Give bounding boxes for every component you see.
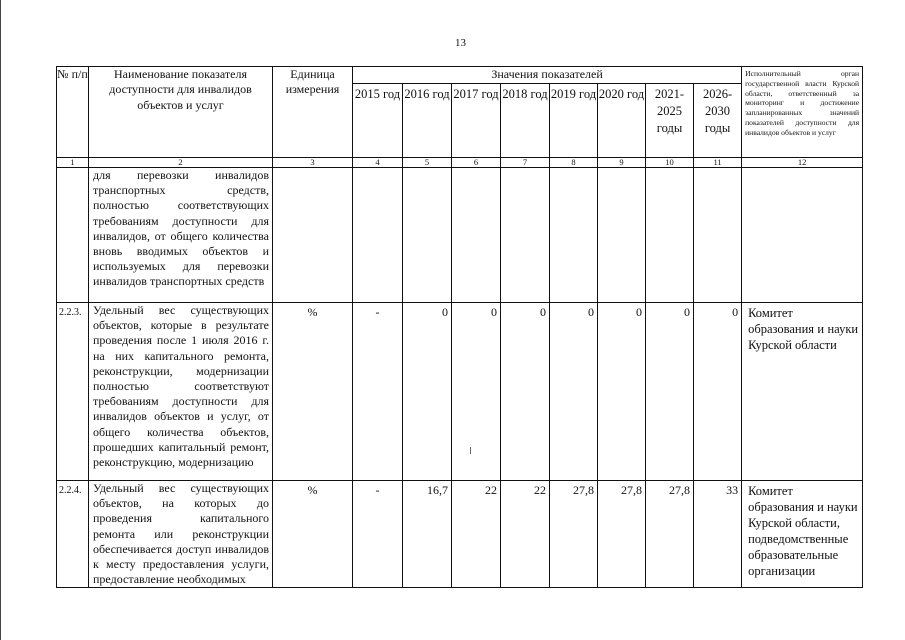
executor-cell: Комитет образования и науки Курской области, подведомственные образовательные организации — [742, 481, 863, 588]
indicators-table — [56, 66, 863, 588]
value-2015 — [353, 168, 403, 303]
row-number — [57, 168, 89, 303]
value-2016 — [403, 168, 452, 303]
value-2026-2030 — [694, 168, 742, 303]
indicator-name: для перевозки инвалидов транспортных средств, полностью соответствующих требованиям доступности для инвалидов, от общего количества вновь вводимых объектов и используемых для перевозки инвалидов транспортных средств — [89, 168, 273, 303]
value-2019: 27,8 — [550, 481, 598, 588]
header-year-2018: 2018 год — [501, 84, 550, 158]
column-number: 5 — [403, 158, 452, 168]
header-year-2020: 2020 год — [598, 84, 646, 158]
header-year-2021-2025: 2021-2025 годы — [646, 84, 694, 158]
header-indicator-name: Наименование показателя доступности для инвалидов объектов и услуг — [89, 67, 273, 158]
page-number: 13 — [455, 37, 466, 49]
header-executor: Исполнительный орган государственной власти Курской области, ответственный за мониторинг и достижение запланированных значений показателей доступности для инвалидов объектов и услуг — [742, 67, 863, 158]
header-year-2026-2030: 2026-2030 годы — [694, 84, 742, 158]
header-unit: Единица измерения — [273, 67, 353, 158]
value-2026-2030: 33 — [694, 481, 742, 588]
column-number: 7 — [501, 158, 550, 168]
value-2020: 0 — [598, 303, 646, 481]
value-2017: 0 — [452, 303, 501, 481]
unit-cell — [273, 168, 353, 303]
value-2015: - — [353, 303, 403, 481]
column-number: 3 — [273, 158, 353, 168]
column-number: 11 — [694, 158, 742, 168]
executor-cell — [742, 168, 863, 303]
value-2020 — [598, 168, 646, 303]
value-2018 — [501, 168, 550, 303]
column-number: 9 — [598, 158, 646, 168]
value-2017 — [452, 168, 501, 303]
column-number: 1 — [57, 158, 89, 168]
header-year-2015: 2015 год — [353, 84, 403, 158]
row-number: 2.2.4. — [57, 481, 89, 588]
value-2016: 0 — [403, 303, 452, 481]
header-row-number: № п/п — [57, 67, 89, 158]
value-2019: 0 — [550, 303, 598, 481]
executor-cell: Комитет образования и науки Курской области — [742, 303, 863, 481]
column-number: 12 — [742, 158, 863, 168]
table-row — [57, 303, 863, 481]
value-2015: - — [353, 481, 403, 588]
header-year-2016: 2016 год — [403, 84, 452, 158]
indicator-name: Удельный вес существующих объектов, которые в результате проведения после 1 июля 2016 г. на них капитального ремонта, реконструкции, модернизации полностью соответствуют требованиям доступности для инвалидов объектов и услуг, от общего количества объектов, прошедших капитальный ремонт, реконструкцию, модернизацию — [89, 303, 273, 481]
value-2021-2025 — [646, 168, 694, 303]
page-edge-line — [0, 0, 1, 640]
column-number: 2 — [89, 158, 273, 168]
table-row — [57, 481, 863, 588]
unit-cell: % — [273, 303, 353, 481]
value-2018: 22 — [501, 481, 550, 588]
value-2021-2025: 27,8 — [646, 481, 694, 588]
header-year-2019: 2019 год — [550, 84, 598, 158]
header-values-group: Значения показателей — [353, 67, 742, 84]
value-2016: 16,7 — [403, 481, 452, 588]
value-2019 — [550, 168, 598, 303]
column-number: 6 — [452, 158, 501, 168]
column-number: 4 — [353, 158, 403, 168]
indicator-name: Удельный вес существующих объектов, на которых до проведения капитального ремонта или реконструкции обеспечивается доступ инвалидов к месту предоставления услуги, предоставление необходимых — [89, 481, 273, 588]
value-2017: 22 — [452, 481, 501, 588]
value-2026-2030: 0 — [694, 303, 742, 481]
value-2021-2025: 0 — [646, 303, 694, 481]
value-2018: 0 — [501, 303, 550, 481]
unit-cell: % — [273, 481, 353, 588]
column-number: 10 — [646, 158, 694, 168]
header-year-2017: 2017 год — [452, 84, 501, 158]
value-2020: 27,8 — [598, 481, 646, 588]
table-row — [57, 168, 863, 303]
row-number: 2.2.3. — [57, 303, 89, 481]
column-number: 8 — [550, 158, 598, 168]
